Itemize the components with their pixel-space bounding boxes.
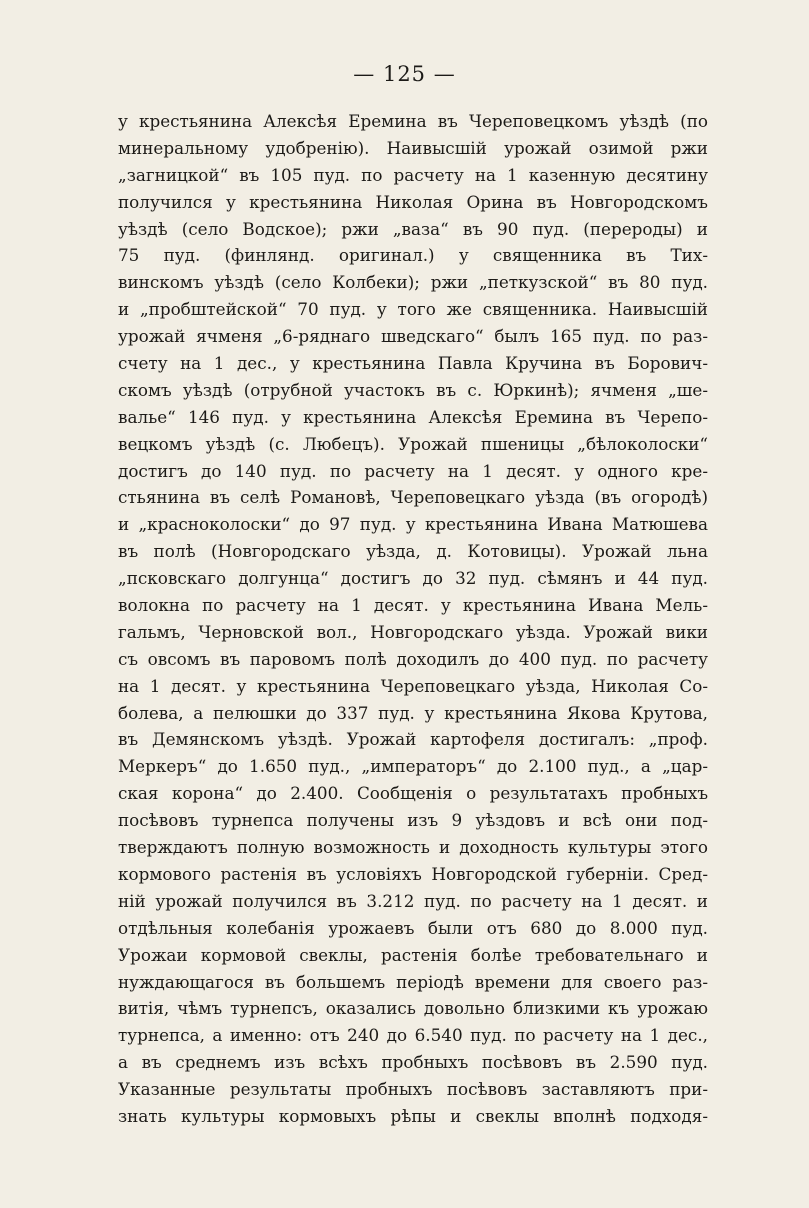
- text-line: а въ среднемъ изъ всѣхъ пробныхъ посѣвовъ въ 2.590 пуд.: [118, 1052, 708, 1073]
- text-line: съ овсомъ въ паровомъ полѣ доходилъ до 400 пуд. по расчету: [118, 648, 708, 669]
- text-line: минеральному удобренію). Наивысшій урожай озимой ржи: [118, 137, 708, 158]
- text-line: и „пробштейской“ 70 пуд. у того же священника. Наивысшій: [118, 299, 708, 320]
- text-line: урожай ячменя „6-ряднаго шведскаго“ былъ 165 пуд. по раз-: [118, 326, 708, 347]
- text-line: въ полѣ (Новгородскаго уѣзда, д. Котовицы). Урожай льна: [118, 541, 708, 562]
- body-text: [118, 108, 708, 1130]
- text-line: посѣвовъ турнепса получены изъ 9 уѣздовъ и всѣ они под-: [118, 810, 708, 831]
- page-number: — 125 —: [353, 62, 456, 86]
- text-line: на 1 десят. у крестьянина Череповецкаго уѣзда, Николая Со-: [118, 675, 708, 696]
- text-line: витія, чѣмъ турнепсъ, оказались довольно близкими къ урожаю: [118, 998, 708, 1019]
- text-line: 75 пуд. (финлянд. оригинал.) у священника въ Тих-: [118, 245, 708, 266]
- text-line: стьянина въ селѣ Романовѣ, Череповецкаго уѣзда (въ огородѣ): [118, 487, 708, 508]
- text-line: получился у крестьянина Николая Орина въ Новгородскомъ: [118, 191, 708, 212]
- text-line: гальмъ, Черновской вол., Новгородскаго уѣзда. Урожай вики: [118, 621, 708, 642]
- text-line: турнепса, а именно: отъ 240 до 6.540 пуд. по расчету на 1 дес.,: [118, 1025, 708, 1046]
- text-line: вецкомъ уѣздѣ (с. Любецъ). Урожай пшеницы „бѣлоколоски“: [118, 433, 708, 454]
- text-line: валье“ 146 пуд. у крестьянина Алексѣя Еремина въ Черепо-: [118, 406, 708, 427]
- text-line: Меркеръ“ до 1.650 пуд., „императоръ“ до 2.100 пуд., а „цар-: [118, 756, 708, 777]
- text-line: скомъ уѣздѣ (отрубной участокъ въ с. Юркинѣ); ячменя „ше-: [118, 379, 708, 400]
- text-line: „загницкой“ въ 105 пуд. по расчету на 1 казенную десятину: [118, 164, 708, 185]
- text-line: болева, а пелюшки до 337 пуд. у крестьянина Якова Крутова,: [118, 702, 708, 723]
- text-line: тверждаютъ полную возможность и доходность культуры этого: [118, 837, 708, 858]
- text-line: нуждающагося въ большемъ періодѣ времени для своего раз-: [118, 971, 708, 992]
- text-line: винскомъ уѣздѣ (село Колбеки); ржи „петкузской“ въ 80 пуд.: [118, 272, 708, 293]
- text-line: достигъ до 140 пуд. по расчету на 1 десят. у одного кре-: [118, 460, 708, 481]
- text-line: „псковскаго долгунца“ достигъ до 32 пуд. сѣмянъ и 44 пуд.: [118, 568, 708, 589]
- text-line: уѣздѣ (село Водское); ржи „ваза“ въ 90 пуд. (перероды) и: [118, 218, 708, 239]
- text-line: волокна по расчету на 1 десят. у крестьянина Ивана Мель-: [118, 595, 708, 616]
- text-line: Указанные результаты пробныхъ посѣвовъ заставляютъ при-: [118, 1079, 708, 1100]
- text-line: въ Демянскомъ уѣздѣ. Урожай картофеля достигалъ: „проф.: [118, 729, 708, 750]
- text-line: счету на 1 дес., у крестьянина Павла Кручина въ Борович-: [118, 353, 708, 374]
- text-line: знать культуры кормовыхъ рѣпы и свеклы вполнѣ подходя-: [118, 1105, 708, 1126]
- text-line: кормового растенія въ условіяхъ Новгородской губерніи. Сред-: [118, 863, 708, 884]
- text-line: ская корона“ до 2.400. Сообщенія о результатахъ пробныхъ: [118, 783, 708, 804]
- text-line: и „красноколоски“ до 97 пуд. у крестьянина Ивана Матюшева: [118, 514, 708, 535]
- text-line: Урожаи кормовой свеклы, растенія болѣе требовательнаго и: [118, 944, 708, 965]
- text-line: у крестьянина Алексѣя Еремина въ Череповецкомъ уѣздѣ (по: [118, 111, 708, 131]
- text-line: отдѣльныя колебанія урожаевъ были отъ 680 до 8.000 пуд.: [118, 917, 708, 938]
- text-line: ній урожай получился въ 3.212 пуд. по расчету на 1 десят. и: [118, 890, 708, 911]
